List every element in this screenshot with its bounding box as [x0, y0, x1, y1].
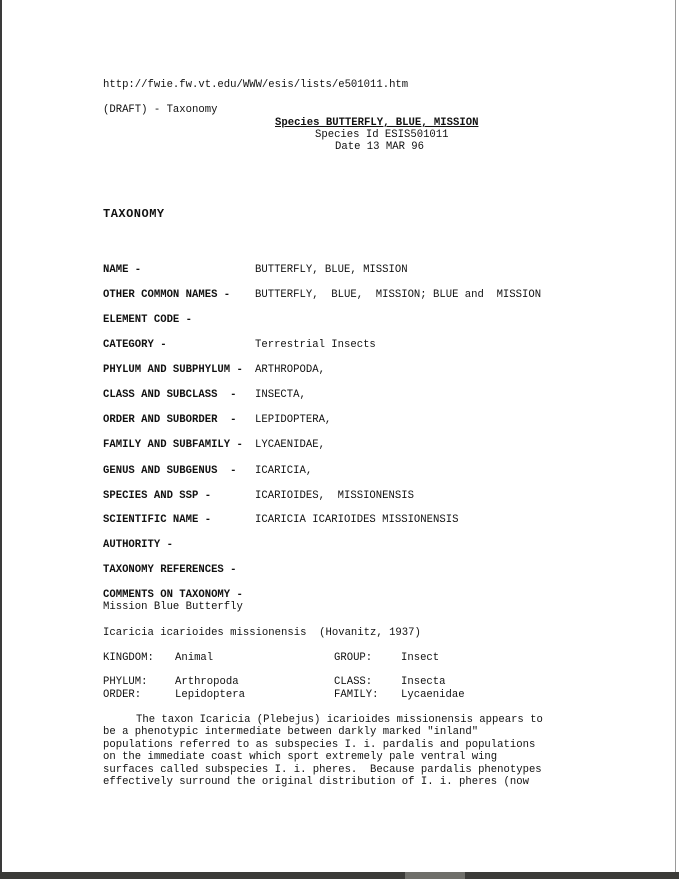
paragraph-line: The taxon Icaricia (Plebejus) icarioides missionensis appears to: [136, 714, 543, 726]
field-value-species: ICARIOIDES, MISSIONENSIS: [255, 490, 414, 502]
horizontal-scrollbar-track[interactable]: [0, 872, 679, 879]
field-value-name: BUTTERFLY, BLUE, MISSION: [255, 264, 408, 276]
field-label-species: SPECIES AND SSP -: [103, 490, 212, 502]
field-label-family: FAMILY AND SUBFAMILY -: [103, 439, 243, 451]
paragraph-line: be a phenotypic intermediate between darkly marked "inland": [103, 726, 479, 738]
field-label-order: ORDER AND SUBORDER -: [103, 414, 237, 426]
field-value-genus: ICARICIA,: [255, 465, 313, 477]
horizontal-scrollbar-thumb[interactable]: [405, 872, 465, 879]
species-title: Species BUTTERFLY, BLUE, MISSION: [275, 117, 479, 129]
kingdom-label: KINGDOM:: [103, 652, 154, 664]
comments-scientific-line: Icaricia icarioides missionensis (Hovanitz, 1937): [103, 627, 421, 639]
comments-label: COMMENTS ON TAXONOMY -: [103, 589, 243, 601]
family-value: Lycaenidae: [401, 689, 465, 701]
section-title: TAXONOMY: [103, 207, 165, 221]
phylum-value: Arthropoda: [175, 676, 239, 688]
paragraph-line: populations referred to as subspecies I. i. pardalis and populations: [103, 739, 536, 751]
field-value-order: LEPIDOPTERA,: [255, 414, 332, 426]
field-label-taxonomy-references: TAXONOMY REFERENCES -: [103, 564, 237, 576]
order-label: ORDER:: [103, 689, 142, 701]
species-id: Species Id ESIS501011: [315, 129, 449, 141]
field-label-name: NAME -: [103, 264, 142, 276]
field-label-authority: AUTHORITY -: [103, 539, 173, 551]
group-value: Insect: [401, 652, 440, 664]
field-value-class: INSECTA,: [255, 389, 306, 401]
paragraph-line: surfaces called subspecies I. i. pheres. Because pardalis phenotypes: [103, 764, 542, 776]
draft-label: (DRAFT) - Taxonomy: [103, 104, 218, 116]
field-value-scientific-name: ICARICIA ICARIOIDES MISSIONENSIS: [255, 514, 459, 526]
field-label-category: CATEGORY -: [103, 339, 167, 351]
family-label: FAMILY:: [334, 689, 379, 701]
field-label-class: CLASS AND SUBCLASS -: [103, 389, 237, 401]
source-url: http://fwie.fw.vt.edu/WWW/esis/lists/e501011.htm: [103, 79, 409, 91]
field-label-scientific-name: SCIENTIFIC NAME -: [103, 514, 212, 526]
group-label: GROUP:: [334, 652, 373, 664]
field-value-other-common-names: BUTTERFLY, BLUE, MISSION; BLUE and MISSION: [255, 289, 542, 301]
class-value: Insecta: [401, 676, 446, 688]
field-value-family: LYCAENIDAE,: [255, 439, 325, 451]
class-label: CLASS:: [334, 676, 373, 688]
field-value-phylum: ARTHROPODA,: [255, 364, 325, 376]
document-date: Date 13 MAR 96: [335, 141, 425, 153]
order-value: Lepidoptera: [175, 689, 245, 701]
field-label-phylum: PHYLUM AND SUBPHYLUM -: [103, 364, 243, 376]
paragraph-line: effectively surround the original distribution of I. i. pheres (now: [103, 776, 529, 788]
comments-common-name: Mission Blue Butterfly: [103, 601, 243, 613]
field-label-genus: GENUS AND SUBGENUS -: [103, 465, 237, 477]
paragraph-line: on the immediate coast which sport extremely pale ventral wing: [103, 751, 498, 763]
field-label-element-code: ELEMENT CODE -: [103, 314, 193, 326]
phylum-label: PHYLUM:: [103, 676, 148, 688]
kingdom-value: Animal: [175, 652, 214, 664]
field-value-category: Terrestrial Insects: [255, 339, 376, 351]
field-label-other-common-names: OTHER COMMON NAMES -: [103, 289, 231, 301]
